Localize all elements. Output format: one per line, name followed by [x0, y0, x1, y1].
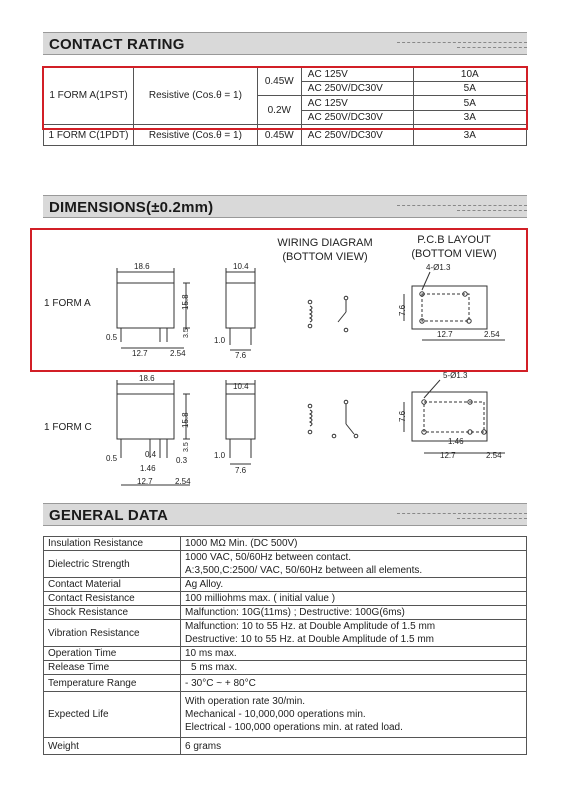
spec-label: Dielectric Strength	[44, 551, 181, 578]
form-c-power: 0.45W	[257, 125, 301, 146]
spec-label: Temperature Range	[44, 675, 181, 692]
spec-value: 1000 VAC, 50/60Hz between contact.	[185, 552, 352, 563]
dim-a-height: 15.8	[181, 294, 190, 310]
spec-value: - 30°C ~ + 80°C	[181, 675, 527, 692]
form-c-side-view	[226, 380, 255, 464]
dim-c-holes: 5-Ø1.3	[443, 371, 468, 380]
spec-value: A:3,500,C:2500/ VAC, 50/60Hz between all elements.	[185, 565, 423, 576]
form-a-side-view	[226, 268, 255, 350]
dim-a-pin-width: 0.5	[106, 333, 118, 342]
spec-value: Malfunction: 10G(11ms) ; Destructive: 100G(6ms)	[181, 606, 527, 620]
dim-c-pcb-small: 1.46	[448, 437, 464, 446]
spec-label: Weight	[44, 738, 181, 755]
dim-a-pcb-width2: 2.54	[484, 330, 500, 339]
form-c-label: 1 FORM C(1PDT)	[44, 125, 134, 146]
rating-voltage: AC 250V/DC30V	[301, 82, 413, 96]
dim-c-pitch2: 2.54	[175, 477, 191, 486]
dim-c-pin-height: 3.5	[183, 442, 190, 452]
form-a-front-view	[117, 268, 190, 348]
dim-c-side-pin: 1.0	[214, 451, 226, 460]
rating-voltage: AC 125V	[301, 67, 413, 82]
rating-voltage: AC 125V	[301, 96, 413, 111]
form-a-dim-label: 1 FORM A	[44, 298, 91, 309]
dim-c-d1: 0.4	[145, 450, 157, 459]
rating-current: 3A	[413, 111, 526, 125]
pcb-title-line1: P.C.B LAYOUT	[417, 234, 491, 246]
dim-c-pitch: 12.7	[137, 477, 153, 486]
dim-a-holes: 4-Ø1.3	[426, 263, 451, 272]
wiring-title-line2: (BOTTOM VIEW)	[282, 251, 368, 263]
dim-a-width: 18.6	[134, 262, 150, 271]
section-title: DIMENSIONS(±0.2mm)	[49, 199, 214, 216]
wiring-title-line1: WIRING DIAGRAM	[277, 237, 373, 249]
rating-voltage: AC 250V/DC30V	[301, 125, 413, 146]
rating-current: 5A	[413, 96, 526, 111]
spec-value: Destructive: 10 to 55 Hz. at Double Amplitude of 1.5 mm	[185, 634, 435, 645]
dim-c-pcb-height: 7.6	[398, 410, 407, 422]
pcb-title-line2: (BOTTOM VIEW)	[411, 248, 497, 260]
dim-c-d2: 0.3	[176, 456, 188, 465]
dim-a-pin-height: 3.5	[183, 328, 190, 338]
spec-value: 10 ms max.	[181, 647, 527, 661]
form-a-power-2: 0.2W	[257, 96, 301, 125]
spec-value: Electrical - 100,000 operations min. at rated load.	[185, 722, 403, 733]
dim-a-side-pin: 1.0	[214, 336, 226, 345]
rating-current: 5A	[413, 82, 526, 96]
spec-value: 100 milliohms max. ( initial value )	[181, 592, 527, 606]
dim-c-pitch-small: 1.46	[140, 464, 156, 473]
spec-label: Contact Resistance	[44, 592, 181, 606]
general-data-header	[43, 503, 527, 526]
spec-label: Operation Time	[44, 647, 181, 661]
dim-c-side-pitch: 7.6	[235, 466, 247, 475]
general-data-table	[43, 536, 527, 755]
spec-label: Expected Life	[44, 692, 181, 738]
form-a-power-1: 0.45W	[257, 67, 301, 96]
section-title: GENERAL DATA	[49, 507, 169, 524]
rating-current: 10A	[413, 67, 526, 82]
form-c-wiring-diagram	[308, 400, 358, 438]
dim-c-height: 15.8	[181, 412, 190, 428]
section-title: CONTACT RATING	[49, 36, 185, 53]
form-c-load: Resistive (Cos.θ = 1)	[133, 125, 257, 146]
dim-c-width: 18.6	[139, 374, 155, 383]
dim-c-pcb-width2: 2.54	[486, 451, 502, 460]
spec-label: Vibration Resistance	[44, 620, 181, 647]
spec-label: Shock Resistance	[44, 606, 181, 620]
header-dash	[397, 513, 527, 514]
dim-a-side-width: 10.4	[233, 262, 249, 271]
dim-a-pitch2: 2.54	[170, 349, 186, 358]
dim-c-pin-width: 0.5	[106, 454, 118, 463]
header-dash	[457, 518, 527, 519]
form-a-load: Resistive (Cos.θ = 1)	[133, 67, 257, 125]
form-c-dim-label: 1 FORM C	[44, 422, 92, 433]
rating-voltage: AC 250V/DC30V	[301, 111, 413, 125]
spec-value: Mechanical - 10,000,000 operations min.	[185, 709, 366, 720]
spec-value: Malfunction: 10 to 55 Hz. at Double Amplitude of 1.5 mm	[185, 621, 436, 632]
dim-a-pcb-height: 7.6	[398, 304, 407, 316]
dim-a-side-pitch: 7.6	[235, 351, 247, 360]
dim-c-pcb-width: 12.7	[440, 451, 456, 460]
spec-value: 6 grams	[181, 738, 527, 755]
spec-value: 5 ms max.	[181, 661, 527, 675]
spec-value: 1000 MΩ Min. (DC 500V)	[181, 537, 527, 551]
dim-a-pitch: 12.7	[132, 349, 148, 358]
form-a-label: 1 FORM A(1PST)	[44, 67, 134, 125]
spec-label: Contact Material	[44, 578, 181, 592]
spec-label: Release Time	[44, 661, 181, 675]
dim-a-pcb-width: 12.7	[437, 330, 453, 339]
spec-label: Insulation Resistance	[44, 537, 181, 551]
spec-value: Ag Alloy.	[181, 578, 527, 592]
dim-c-side-width: 10.4	[233, 382, 249, 391]
rating-current: 3A	[413, 125, 526, 146]
spec-value: With operation rate 30/min.	[185, 696, 306, 707]
form-a-wiring-diagram	[308, 296, 348, 332]
